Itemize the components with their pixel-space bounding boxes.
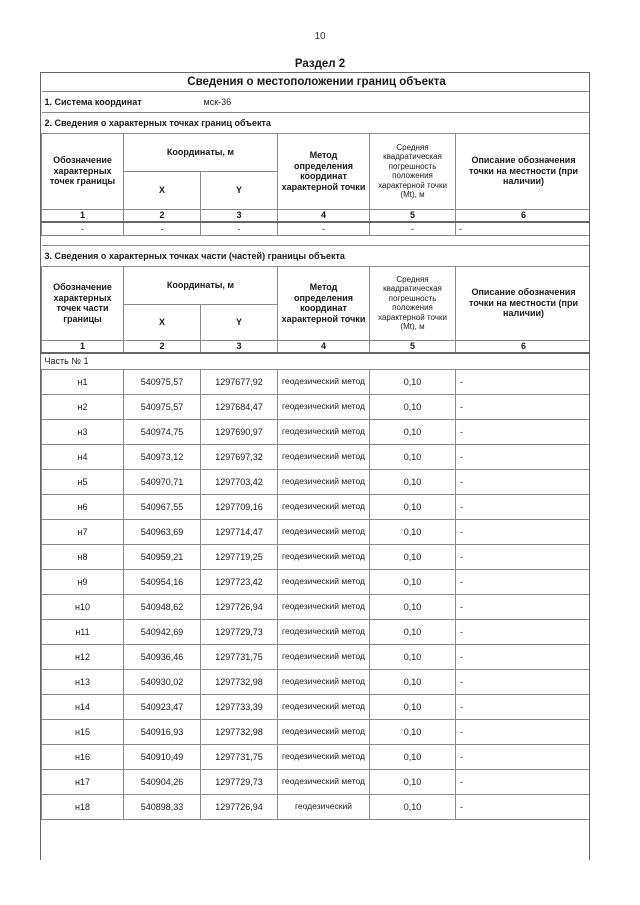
section-title: Раздел 2 [294, 58, 346, 70]
method: геодезический метод [278, 494, 370, 519]
coord-x: 540967,55 [124, 494, 201, 519]
description: - [456, 719, 591, 744]
point-designation: н7 [42, 519, 124, 544]
method: геодезический метод [278, 669, 370, 694]
error-value: 0,10 [370, 619, 456, 644]
error-value: 0,10 [370, 644, 456, 669]
cell: - [42, 222, 124, 235]
coord-x: 540910,49 [124, 744, 201, 769]
main-table [41, 73, 590, 820]
coord-x: 540916,93 [124, 719, 201, 744]
point-designation: н14 [42, 694, 124, 719]
point-designation: н18 [42, 794, 124, 819]
point-designation: н10 [42, 594, 124, 619]
block2-header-method: Метод определения координат характерной точки [278, 266, 370, 340]
method: геодезический метод [278, 769, 370, 794]
error-value: 0,10 [370, 669, 456, 694]
description: - [456, 769, 591, 794]
point-designation: н6 [42, 494, 124, 519]
coord-y: 1297703,42 [201, 469, 278, 494]
coord-x: 540923,47 [124, 694, 201, 719]
point-designation: н5 [42, 469, 124, 494]
point-designation: н3 [42, 419, 124, 444]
method: геодезический метод [278, 744, 370, 769]
error-value: 0,10 [370, 569, 456, 594]
block2-title: 3. Сведения о характерных точках части (частей) границы объекта [42, 245, 591, 266]
table-row [42, 794, 591, 819]
coord-y: 1297726,94 [201, 794, 278, 819]
point-designation: н16 [42, 744, 124, 769]
point-designation: н2 [42, 394, 124, 419]
table-row [42, 394, 591, 419]
error-value: 0,10 [370, 369, 456, 394]
description: - [456, 644, 591, 669]
description: - [456, 569, 591, 594]
coord-y: 1297733,39 [201, 694, 278, 719]
block1-empty-row [42, 222, 591, 235]
error-value: 0,10 [370, 519, 456, 544]
table-row [42, 594, 591, 619]
col-num: 2 [124, 209, 201, 222]
block1-header-x: X [124, 171, 201, 209]
table-row [42, 544, 591, 569]
coord-x: 540942,69 [124, 619, 201, 644]
coord-x: 540975,57 [124, 369, 201, 394]
coord-x: 540904,26 [124, 769, 201, 794]
point-designation: н11 [42, 619, 124, 644]
coord-y: 1297732,98 [201, 669, 278, 694]
col-num: 3 [201, 209, 278, 222]
method: геодезический метод [278, 469, 370, 494]
method: геодезический метод [278, 369, 370, 394]
coord-x: 540974,75 [124, 419, 201, 444]
coord-x: 540975,57 [124, 394, 201, 419]
table-row [42, 469, 591, 494]
col-num: 1 [42, 209, 124, 222]
description: - [456, 619, 591, 644]
coord-system-label: 1. Система координат [42, 91, 201, 112]
coord-y: 1297719,25 [201, 544, 278, 569]
coord-system-value: мск-36 [201, 91, 591, 112]
block1-header-method: Метод определения координат характерной точки [278, 133, 370, 209]
error-value: 0,10 [370, 794, 456, 819]
coord-y: 1297729,73 [201, 619, 278, 644]
spacer [42, 235, 591, 245]
method: геодезический метод [278, 619, 370, 644]
method: геодезический метод [278, 544, 370, 569]
point-designation: н13 [42, 669, 124, 694]
points-table-body [42, 369, 591, 819]
description: - [456, 744, 591, 769]
table-row [42, 619, 591, 644]
col-num: 4 [278, 340, 370, 353]
description: - [456, 369, 591, 394]
error-value: 0,10 [370, 744, 456, 769]
col-num: 6 [456, 209, 591, 222]
method: геодезический метод [278, 594, 370, 619]
col-num: 1 [42, 340, 124, 353]
error-value: 0,10 [370, 594, 456, 619]
error-value: 0,10 [370, 469, 456, 494]
table-row [42, 644, 591, 669]
block1-header-coords: Координаты, м [124, 133, 278, 171]
cell: - [456, 222, 591, 235]
method: геодезический метод [278, 569, 370, 594]
table-row [42, 444, 591, 469]
col-num: 5 [370, 340, 456, 353]
cell: - [278, 222, 370, 235]
coord-x: 540930,02 [124, 669, 201, 694]
point-designation: н4 [42, 444, 124, 469]
point-designation: н9 [42, 569, 124, 594]
coord-x: 540970,71 [124, 469, 201, 494]
description: - [456, 394, 591, 419]
description: - [456, 694, 591, 719]
block2-header-designation: Обозначение характерных точек части границы [42, 266, 124, 340]
block1-column-numbers [42, 209, 591, 222]
point-designation: н12 [42, 644, 124, 669]
block2-column-numbers [42, 340, 591, 353]
method: геодезический метод [278, 719, 370, 744]
table-row [42, 569, 591, 594]
description: - [456, 419, 591, 444]
coord-y: 1297697,32 [201, 444, 278, 469]
coord-y: 1297690,97 [201, 419, 278, 444]
description: - [456, 444, 591, 469]
description: - [456, 519, 591, 544]
coord-y: 1297729,73 [201, 769, 278, 794]
coord-y: 1297723,42 [201, 569, 278, 594]
error-value: 0,10 [370, 394, 456, 419]
coord-y: 1297677,92 [201, 369, 278, 394]
block2-header-x: X [124, 304, 201, 340]
error-value: 0,10 [370, 419, 456, 444]
description: - [456, 594, 591, 619]
coord-x: 540954,16 [124, 569, 201, 594]
part-label: Часть № 1 [42, 353, 591, 369]
cell: - [370, 222, 456, 235]
block2-header-y: Y [201, 304, 278, 340]
banner-title: Сведения о местоположении границ объекта [42, 73, 591, 91]
table-row [42, 694, 591, 719]
block1-header-error: Средняя квадратическая погрешность положения характерной точки (Mt), м [370, 133, 456, 209]
table-row [42, 419, 591, 444]
method: геодезический метод [278, 394, 370, 419]
point-designation: н8 [42, 544, 124, 569]
document-frame [40, 72, 590, 860]
coord-x: 540936,46 [124, 644, 201, 669]
error-value: 0,10 [370, 694, 456, 719]
table-row [42, 769, 591, 794]
coord-y: 1297732,98 [201, 719, 278, 744]
coord-x: 540948,62 [124, 594, 201, 619]
error-value: 0,10 [370, 544, 456, 569]
table-row [42, 669, 591, 694]
method: геодезический метод [278, 644, 370, 669]
coord-y: 1297731,75 [201, 644, 278, 669]
method: геодезический метод [278, 419, 370, 444]
error-value: 0,10 [370, 444, 456, 469]
method: геодезический метод [278, 444, 370, 469]
page-number: 10 [314, 31, 326, 42]
block2-header-error: Средняя квадратическая погрешность положения характерной точки (Mt), м [370, 266, 456, 340]
col-num: 4 [278, 209, 370, 222]
block1-title: 2. Сведения о характерных точках границ объекта [42, 112, 591, 133]
cell: - [201, 222, 278, 235]
coord-x: 540963,69 [124, 519, 201, 544]
col-num: 3 [201, 340, 278, 353]
point-designation: н15 [42, 719, 124, 744]
block2-header-description: Описание обозначения точки на местности (при наличии) [456, 266, 591, 340]
block1-header-description: Описание обозначения точки на местности (при наличии) [456, 133, 591, 209]
col-num: 5 [370, 209, 456, 222]
coord-x: 540959,21 [124, 544, 201, 569]
point-designation: н1 [42, 369, 124, 394]
description: - [456, 469, 591, 494]
table-row [42, 494, 591, 519]
coord-y: 1297684,47 [201, 394, 278, 419]
coord-y: 1297731,75 [201, 744, 278, 769]
table-row [42, 719, 591, 744]
block1-header-designation: Обозначение характерных точек границы [42, 133, 124, 209]
table-row [42, 369, 591, 394]
coord-x: 540898,33 [124, 794, 201, 819]
error-value: 0,10 [370, 494, 456, 519]
method: геодезический [278, 794, 370, 819]
point-designation: н17 [42, 769, 124, 794]
description: - [456, 794, 591, 819]
method: геодезический метод [278, 519, 370, 544]
block2-header-coords: Координаты, м [124, 266, 278, 304]
description: - [456, 494, 591, 519]
block1-header-y: Y [201, 171, 278, 209]
description: - [456, 669, 591, 694]
error-value: 0,10 [370, 719, 456, 744]
coord-y: 1297709,16 [201, 494, 278, 519]
error-value: 0,10 [370, 769, 456, 794]
col-num: 2 [124, 340, 201, 353]
cell: - [124, 222, 201, 235]
table-row [42, 519, 591, 544]
description: - [456, 544, 591, 569]
coord-y: 1297726,94 [201, 594, 278, 619]
table-row [42, 744, 591, 769]
coord-x: 540973,12 [124, 444, 201, 469]
method: геодезический метод [278, 694, 370, 719]
coord-y: 1297714,47 [201, 519, 278, 544]
col-num: 6 [456, 340, 591, 353]
